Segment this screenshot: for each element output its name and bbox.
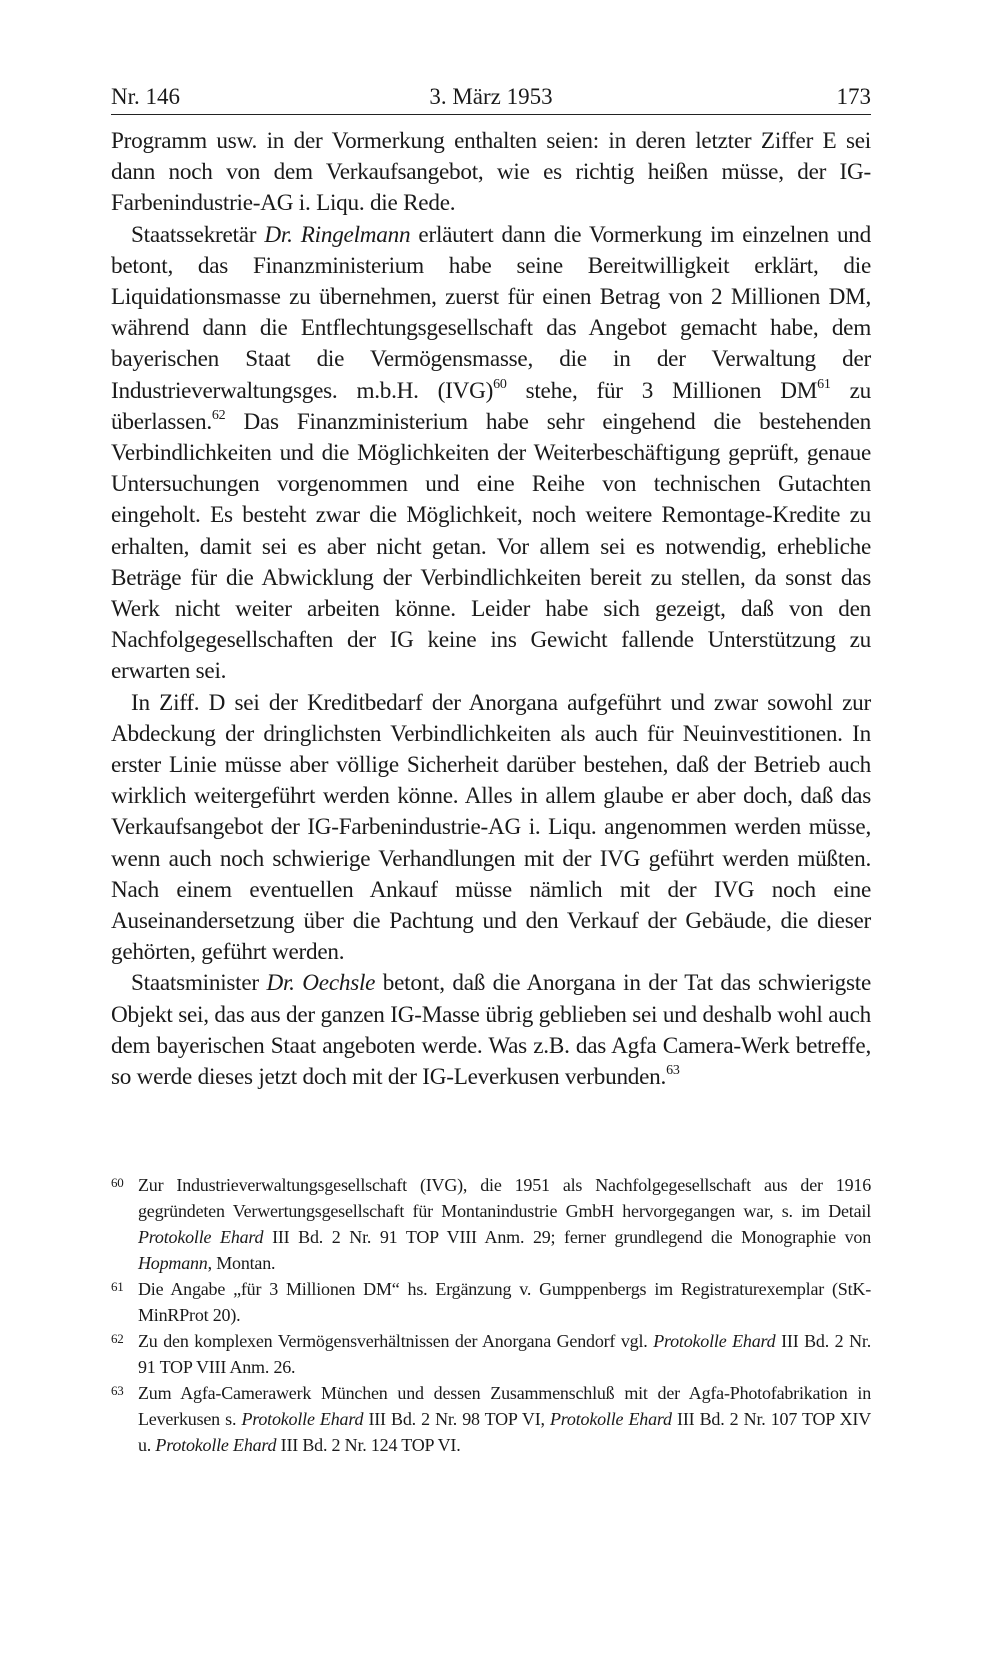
footnote-number: 60 xyxy=(111,1175,124,1190)
footnote-reference[interactable]: 63 xyxy=(666,1063,680,1079)
text-run: erläutert dann die Vormerkung im einzelnen und betont, das Finanzministerium habe seine Bereitwilligkeit erklärt, die Liquidationsmasse zu übernehmen, zuerst für einen Betrag von 2 Millionen DM, während dann die Entflechtungsgesellschaft das Angebot gemacht habe, dem bayerischen Staat die Vermögensmasse, die in der Verwaltung der Industrieverwaltungsges. m.b.H. (IVG) xyxy=(111,221,871,404)
main-text xyxy=(111,126,871,1093)
footnote-number: 61 xyxy=(111,1279,124,1294)
header-date: 3. März 1953 xyxy=(429,84,553,109)
footnote-reference[interactable]: 61 xyxy=(817,376,831,392)
paragraph xyxy=(111,968,871,1093)
footnote-reference[interactable]: 62 xyxy=(211,408,226,424)
text-run: Die Angabe „für 3 Millionen DM“ hs. Ergänzung v. Gumppenbergs im Registraturexemplar (StK-MinRProt 20). xyxy=(138,1279,871,1325)
footnote-reference[interactable]: 60 xyxy=(493,376,507,392)
text-run: III Bd. 2 Nr. 91 TOP VIII Anm. 26. xyxy=(138,1331,871,1377)
text-run: zu überlassen. xyxy=(111,377,871,435)
text-run: Staatsminister xyxy=(131,970,267,997)
paragraph xyxy=(111,126,871,220)
paragraph xyxy=(111,688,871,969)
text-run: III Bd. 2 Nr. 107 TOP XIV u. xyxy=(138,1409,871,1455)
footnote xyxy=(111,1380,871,1458)
text-run: Zum Agfa-Camerawerk München und dessen Zusammenschluß mit der Agfa-Photofabrikation in Leverkusen s. xyxy=(138,1383,871,1429)
text-run: , Montan. xyxy=(207,1253,276,1273)
text-run: Staatssekretär xyxy=(131,221,265,248)
italic-name: Dr. Oechsle xyxy=(266,970,376,997)
italic-name: Protokolle Ehard xyxy=(155,1435,277,1455)
footnote xyxy=(111,1328,871,1380)
running-header xyxy=(111,80,871,115)
text-run: Programm usw. in der Vormerkung enthalten seien: in deren letzter Ziffer E sei dann noch von dem Verkaufsangebot, wie es richtig heißen müsse, der IG-Farbenindustrie-AG i. Liqu. die Rede. xyxy=(111,128,871,217)
footnote xyxy=(111,1276,871,1328)
page-number: 173 xyxy=(836,84,871,109)
text-run: Das Finanzministerium habe sehr eingehend die bestehenden Verbindlichkeiten und die Möglichkeiten der Weiterbeschäftigung geprüft, genaue Untersuchungen vorgenommen und eine Reihe von technischen Gutachten eingeholt. Es besteht zwar die Möglichkeit, noch weitere Remontage-Kredite zu erhalten, damit sei es aber nicht getan. Vor allem sei es notwendig, erhebliche Beträge für die Abwicklung der Verbindlichkeiten bereit zu stellen, da sonst das Werk nicht weiter arbeiten könne. Leider habe sich gezeigt, daß von den Nachfolgegesellschaften der IG keine ins Gewicht fallende Unterstützung zu erwarten sei. xyxy=(111,408,871,685)
text-run: III Bd. 2 Nr. 124 TOP VI. xyxy=(276,1435,461,1455)
text-run: stehe, für 3 Millionen DM xyxy=(506,377,818,404)
footnotes xyxy=(111,1172,871,1458)
text-run: III Bd. 2 Nr. 91 TOP VIII Anm. 29; ferner grundlegend die Monographie von xyxy=(263,1227,871,1247)
text-run: III Bd. 2 Nr. 98 TOP VI, xyxy=(363,1409,550,1429)
footnote-number: 62 xyxy=(111,1331,124,1346)
italic-name: Protokolle Ehard xyxy=(653,1331,776,1351)
text-run: Zu den komplexen Vermögensverhältnissen der Anorgana Gendorf vgl. xyxy=(138,1331,654,1351)
italic-name: Protokolle Ehard xyxy=(138,1227,264,1247)
italic-name: Protokolle Ehard xyxy=(550,1409,672,1429)
text-run: In Ziff. D sei der Kreditbedarf der Anorgana aufgeführt und zwar sowohl zur Abdeckung der dringlichsten Verbindlichkeiten als auch für Neuinvestitionen. In erster Linie müsse aber völlige Sicherheit darüber bestehen, daß der Betrieb auch wirklich weitergeführt werden könne. Alles in allem glaube er aber doch, daß das Verkaufsangebot der IG-Farbenindustrie-AG i. Liqu. angenommen werden müsse, wenn auch noch schwierige Verhandlungen mit der IVG geführt werden müßten. Nach einem eventuellen Ankauf müsse nämlich mit der IVG noch eine Auseinandersetzung über die Pachtung und den Verkauf der Gebäude, die dieser gehörten, geführt werden. xyxy=(111,689,871,966)
text-run: betont, daß die Anorgana in der Tat das schwierigste Objekt sei, das aus der ganzen IG-Masse übrig geblieben sei und deshalb wohl auch dem bayerischen Staat angeboten werde. Was z.B. das Agfa Camera-Werk betreffe, so werde dieses jetzt doch mit der IG-Leverkusen verbunden. xyxy=(111,970,871,1091)
italic-name: Hopmann xyxy=(138,1253,208,1273)
document-number: Nr. 146 xyxy=(111,84,180,109)
paragraph xyxy=(111,220,871,688)
italic-name: Protokolle Ehard xyxy=(241,1409,364,1429)
text-run: Zur Industrieverwaltungsgesellschaft (IVG), die 1951 als Nachfolgegesellschaft aus der 1916 gegründeten Verwertungsgesellschaft für Montanindustrie GmbH hervorgegangen war, s. im Detail xyxy=(138,1175,871,1221)
italic-name: Dr. Ringelmann xyxy=(264,221,411,248)
footnote-number: 63 xyxy=(111,1383,124,1398)
footnote xyxy=(111,1172,871,1276)
